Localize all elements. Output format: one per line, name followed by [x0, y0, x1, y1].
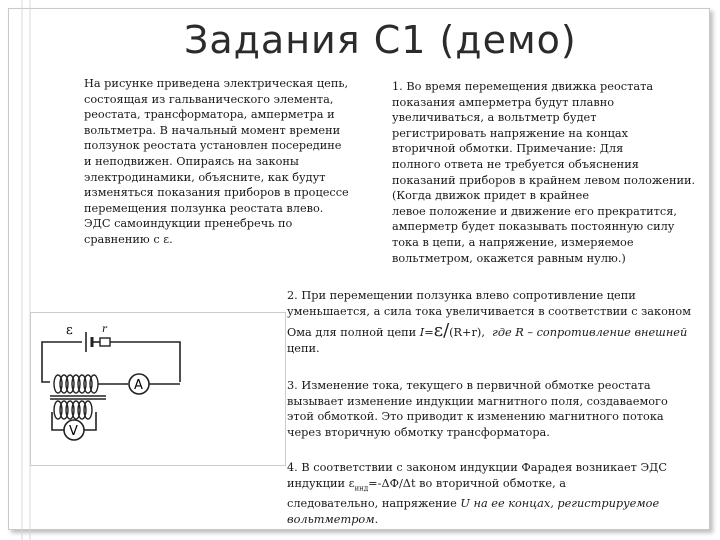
answer-2	[287, 288, 691, 356]
answer-4	[287, 460, 667, 528]
voltmeter-label: V	[69, 424, 78, 439]
answer1-line: амперметр будет показывать постоянную силу	[392, 220, 675, 234]
answer1-line: полного ответа не требуется объяснения	[392, 157, 639, 171]
answer1-line: показаний приборов в крайнем левом положении.	[392, 173, 696, 187]
ammeter-label: A	[134, 378, 143, 393]
intro-line: изменяться показания приборов в процессе	[84, 186, 349, 200]
ohm-law-line: Ома для полной цепи I=ε/(R+r), где R – сопротивление внешней	[287, 320, 688, 342]
answer-3	[287, 378, 668, 440]
answer4-suffix: во вторичной обмотке, а	[419, 476, 567, 490]
emf-label: ε	[66, 323, 73, 338]
intro-line: ЭДС самоиндукции пренебречь по	[84, 217, 293, 231]
internal-resistance-label: r	[102, 324, 107, 335]
intro-line: сравнению с ε.	[84, 232, 173, 246]
intro-line: вольтметра. В начальный момент времени	[84, 123, 341, 137]
answer1-line: (Когда движок придет в крайнее	[392, 189, 590, 203]
answer4-line	[287, 496, 667, 512]
formula-denominator: (R+r),	[449, 326, 485, 340]
answer3-line: через вторичную обмотку трансформатора.	[287, 425, 550, 439]
answer4-line	[287, 476, 667, 497]
answer3-line: вызывает изменение индукции магнитного поля, создаваемого	[287, 394, 668, 408]
intro-line: ползунок реостата установлен посередине	[84, 139, 342, 153]
answer1-line: вольтметром, окажется равным нулю.)	[392, 251, 626, 265]
answer4-line: вольтметром.	[287, 513, 379, 527]
intro-line: состоящая из гальванического элемента,	[84, 92, 334, 106]
answer1-line: регистрировать напряжение на концах	[392, 126, 629, 140]
formula-lhs: I=	[419, 326, 434, 340]
problem-statement	[84, 76, 349, 248]
emf-subscript: инд	[354, 483, 369, 492]
answer2-line: 2. При перемещении ползунка влево сопротивление цепи	[287, 289, 636, 302]
answer1-line: левое положение и движение его прекратится,	[392, 204, 677, 218]
intro-line: и неподвижен. Опираясь на законы	[84, 154, 299, 168]
slide-title: Задания С1 (демо)	[184, 18, 577, 62]
answer4-line3-prefix: следовательно, напряжение	[287, 497, 461, 511]
ohm-law-suffix: где R – сопротивление внешней	[492, 326, 688, 340]
intro-line: реостата, трансформатора, амперметра и	[84, 108, 335, 122]
answer4-line: 4. В соответствии с законом индукции Фарадея возникает ЭДС	[287, 461, 667, 474]
formula-emf: ε	[433, 320, 444, 342]
answer3-line: 3. Изменение тока, текущего в первичной обмотке реостата	[287, 379, 651, 392]
intro-line: электродинамики, объясните, как будут	[84, 170, 326, 184]
answer-1	[392, 79, 695, 266]
answer1-line: 1. Во время перемещения движка реостата	[392, 80, 654, 93]
faraday-formula: =-ΔФ/Δt	[368, 476, 416, 490]
ohm-law-prefix: Ома для полной цепи	[287, 326, 420, 340]
answer3-line: этой обмоткой. Это приводит к изменению магнитного потока	[287, 410, 664, 424]
answer1-line: тока в цепи, а напряжение, измеряемое	[392, 235, 634, 249]
answer2-line: цепи.	[287, 341, 320, 355]
intro-line: перемещения ползунка реостата влево.	[84, 201, 324, 215]
answer4-prefix: индукции ε	[287, 476, 355, 490]
answer1-line: увеличиваться, а вольтметр будет	[392, 111, 597, 125]
answer1-line: вторичной обмотки. Примечание: Для	[392, 142, 624, 156]
answer2-line: уменьшается, а сила тока увеличивается в соответствии с законом	[287, 304, 692, 318]
answer4-line3-italic: U на ее концах, регистрируемое	[460, 497, 660, 511]
intro-line: На рисунке приведена электрическая цепь,	[84, 77, 349, 90]
answer1-line: показания амперметра будут плавно	[392, 95, 615, 109]
circuit-diagram	[30, 312, 286, 466]
